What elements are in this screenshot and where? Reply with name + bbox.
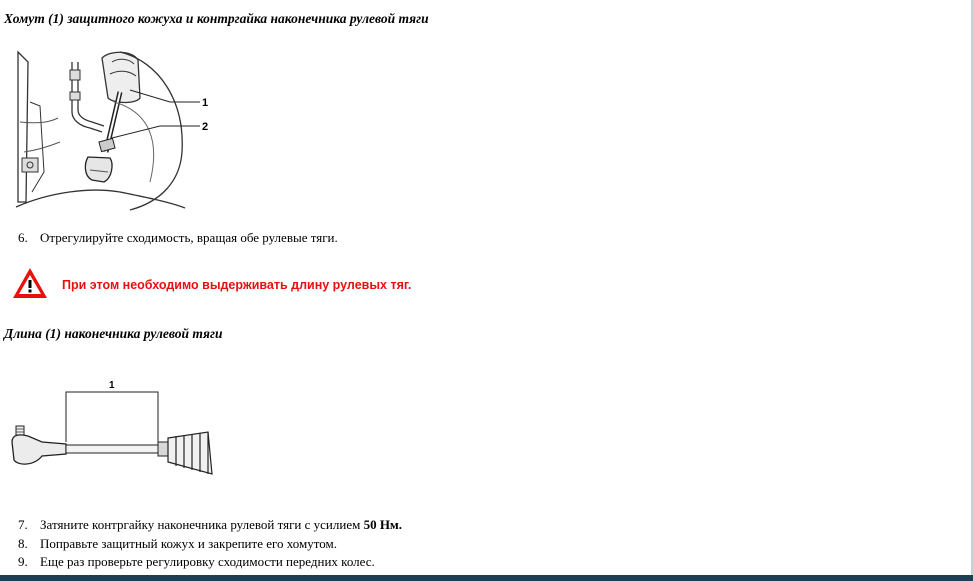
warning-triangle-icon xyxy=(11,266,49,300)
length-heading: Длина (1) наконечника рулевой тяги xyxy=(4,326,223,341)
step-text: Поправьте защитный кожух и закрепите его хомутом. xyxy=(40,536,337,551)
step-6 xyxy=(18,230,338,246)
step-number: 7. xyxy=(18,517,28,532)
figure-tie-rod-length xyxy=(8,376,218,478)
step-8 xyxy=(18,536,337,552)
step-number: 8. xyxy=(18,536,28,551)
torque-value: 50 Нм. xyxy=(363,517,403,532)
warning-text: При этом необходимо выдерживать длину рулевых тяг. xyxy=(62,278,412,292)
step-9 xyxy=(18,554,375,570)
step-text: Еще раз проверьте регулировку сходимости передних колес. xyxy=(40,554,375,569)
callout-2-label: 2 xyxy=(202,121,209,133)
step-7 xyxy=(18,517,402,533)
clamp-heading: Хомут (1) защитного кожуха и контргайка наконечника рулевой тяги xyxy=(4,11,429,26)
figure-clamp-locknut xyxy=(10,42,230,214)
step-text: Отрегулируйте сходимость, вращая обе рулевые тяги. xyxy=(40,230,338,245)
step-text: Затяните контргайку наконечника рулевой тяги с усилием xyxy=(40,517,364,532)
bottom-bar xyxy=(0,575,973,581)
step-number: 6. xyxy=(18,230,28,245)
step-number: 9. xyxy=(18,554,28,569)
callout-1-length-label: 1 xyxy=(109,380,115,391)
callout-1-label: 1 xyxy=(202,97,209,109)
